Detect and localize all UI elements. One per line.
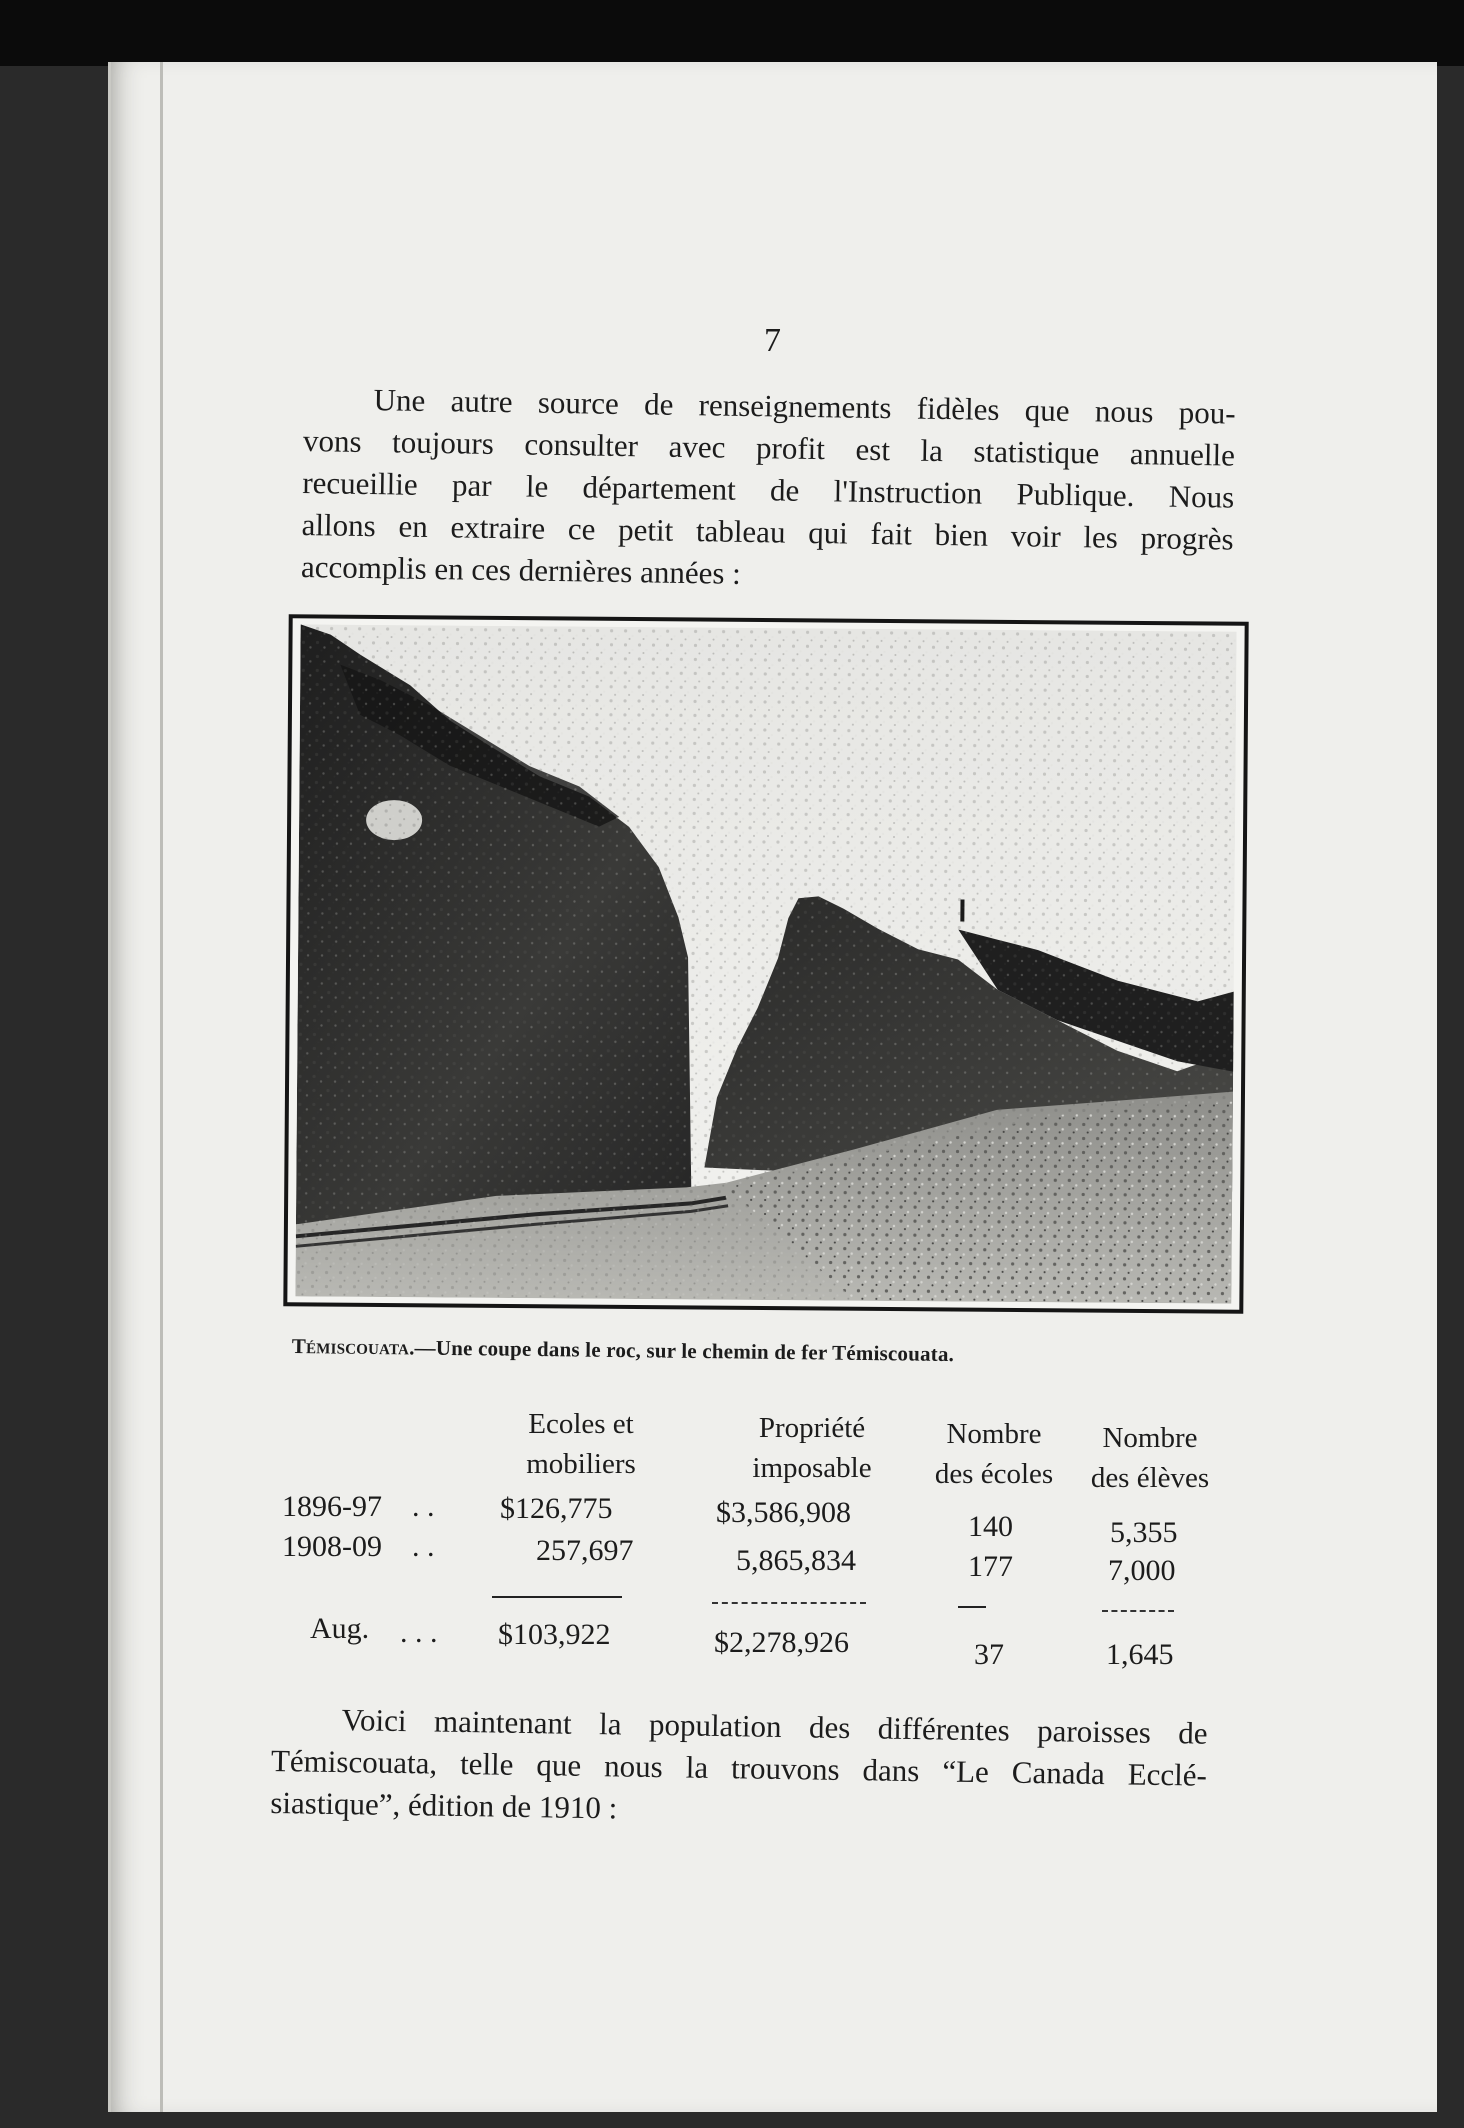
total-propriete: $2,278,926 bbox=[714, 1626, 849, 1659]
header-line: mobiliers bbox=[526, 1448, 636, 1480]
row-year: 1908-09 bbox=[282, 1530, 382, 1563]
total-nb-ecoles: 37 bbox=[974, 1638, 1004, 1671]
header-line: Ecoles et bbox=[528, 1408, 634, 1440]
intro-line: Une autre source de renseignements fidèles que nous pou- bbox=[373, 382, 1236, 431]
total-ecoles: $103,922 bbox=[498, 1618, 611, 1651]
header-ecoles bbox=[496, 1404, 666, 1484]
total-dots: . . . bbox=[400, 1616, 438, 1649]
intro-paragraph bbox=[301, 378, 1236, 603]
intro-line: vons toujours consulter avec profit est la statistique annuelle bbox=[302, 422, 1236, 473]
intro-line: allons en extraire ce petit tableau qui fait bien voir les progrès bbox=[301, 506, 1234, 557]
row-nb-eleves: 7,000 bbox=[1108, 1554, 1176, 1587]
closing-line: Témiscouata, telle que nous la trouvons dans “Le Canada Ecclé- bbox=[270, 1742, 1208, 1793]
header-line: imposable bbox=[752, 1452, 872, 1484]
header-line: Nombre bbox=[1102, 1422, 1198, 1454]
row-dots: . . bbox=[412, 1490, 435, 1523]
closing-line: siastique”, édition de 1910 : bbox=[270, 1784, 618, 1826]
row-nb-ecoles: 140 bbox=[968, 1510, 1013, 1543]
sum-rule bbox=[958, 1606, 986, 1608]
total-nb-eleves: 1,645 bbox=[1106, 1638, 1174, 1671]
row-propriete: 5,865,834 bbox=[736, 1544, 856, 1577]
row-dots: . . bbox=[412, 1530, 435, 1563]
total-label: Aug. bbox=[310, 1612, 370, 1645]
sum-rule bbox=[492, 1596, 622, 1598]
caption-place: Témiscouata. bbox=[291, 1334, 415, 1360]
page-number: 7 bbox=[764, 322, 781, 359]
header-line: Propriété bbox=[758, 1412, 866, 1444]
header-line: des écoles bbox=[934, 1458, 1054, 1490]
row-ecoles: $126,775 bbox=[500, 1492, 613, 1525]
closing-paragraph bbox=[270, 1698, 1208, 1839]
row-year: 1896-97 bbox=[282, 1490, 382, 1523]
intro-line: recueillie par le département de l'Instruction Publique. Nous bbox=[302, 464, 1235, 515]
photograph-frame bbox=[283, 614, 1248, 1314]
page-fold bbox=[160, 62, 163, 2112]
header-propriete bbox=[712, 1408, 912, 1488]
row-nb-ecoles: 177 bbox=[968, 1550, 1013, 1583]
row-ecoles: 257,697 bbox=[536, 1534, 634, 1567]
row-propriete: $3,586,908 bbox=[716, 1496, 851, 1529]
scan-top-band bbox=[0, 0, 1464, 66]
sum-rule bbox=[712, 1602, 866, 1604]
sum-rule bbox=[1102, 1610, 1174, 1612]
intro-line: accomplis en ces dernières années : bbox=[300, 548, 742, 591]
rock-cut-photograph bbox=[295, 624, 1236, 1303]
header-nombre-ecoles bbox=[904, 1414, 1084, 1494]
row-nb-eleves: 5,355 bbox=[1110, 1516, 1178, 1549]
header-nombre-eleves bbox=[1070, 1418, 1230, 1498]
header-line: des élèves bbox=[1090, 1462, 1210, 1494]
caption-text: —Une coupe dans le roc, sur le chemin de fer Témiscouata. bbox=[414, 1335, 955, 1367]
header-line: Nombre bbox=[946, 1418, 1042, 1450]
closing-line: Voici maintenant la population des différentes paroisses de bbox=[341, 1702, 1208, 1751]
